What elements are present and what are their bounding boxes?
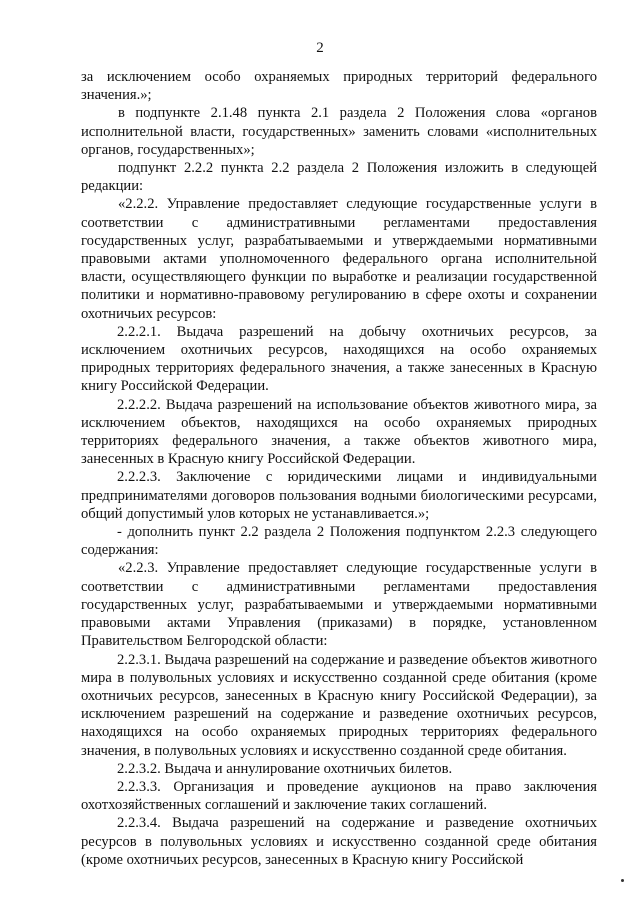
paragraph: 2.2.3.4. Выдача разрешений на содержание и разведение охотничьих ресурсов в полувольных условиях и искусственно созданной среде обитания (кроме охотничьих ресурсов, занесенных в Красную книгу Российской (81, 815, 597, 868)
document-body (81, 68, 597, 869)
paragraph: 2.2.2.2. Выдача разрешений на использование объектов животного мира, за исключением объектов, находящихся на особо охраняемых природных территориях федерального значения, а также объектов животного мира, занесенных в Красную книгу Российской Федерации. (81, 396, 597, 468)
paragraph: - дополнить пункт 2.2 раздела 2 Положения подпунктом 2.2.3 следующего содержания: (81, 524, 597, 559)
paragraph: подпункт 2.2.2 пункта 2.2 раздела 2 Положения изложить в следующей редакции: (81, 160, 597, 195)
paragraph: 2.2.2.3. Заключение с юридическими лицами и индивидуальными предпринимателями договоров пользования водными биологическими ресурсами, общий допустимый улов которых не устанавливается.»; (81, 469, 597, 522)
paragraph: 2.2.3.2. Выдача и аннулирование охотничьих билетов. (117, 760, 453, 777)
paragraph: 2.2.3.1. Выдача разрешений на содержание и разведение объектов животного мира в полувольных условиях и искусственно созданной среде обитания (кроме охотничьих ресурсов, занесенных в Красную книгу Российской Федерации), за исключением разрешений на содержание и разведение охотничьих ресурсов, находящихся на особо охраняемых природных территориях федерального значения, в полувольных условиях и искусственно созданной среде обитания. (81, 651, 597, 759)
paragraph: «2.2.2. Управление предоставляет следующие государственные услуги в соответствии с административными регламентами предоставления государственных услуг, разрабатываемыми и утверждаемыми нормативными правовыми актами уполномоченного федерального органа исполнительной власти, осуществляющего функции по выработке и реализации государственной политики и нормативно-правовому регулированию в сфере охоты и сохранении охотничьих ресурсов: (81, 196, 597, 322)
paragraph: 2.2.3.3. Организация и проведение аукционов на право заключения охотхозяйственных соглашений и заключение таких соглашений. (81, 778, 597, 814)
scan-speck (621, 879, 624, 882)
paragraph: в подпункте 2.1.48 пункта 2.1 раздела 2 Положения слова «органов исполнительной власти, государственных» заменить словами «исполнительных органов, государственных»; (81, 105, 597, 158)
paragraph: «2.2.3. Управление предоставляет следующие государственные услуги в соответствии с административными регламентами предоставления государственных услуг, разрабатываемыми и утверждаемыми нормативными правовыми актами Управления (приказами) в порядке, установленном Правительством Белгородской области: (81, 560, 597, 650)
page-number: 2 (316, 40, 324, 56)
paragraph: 2.2.2.1. Выдача разрешений на добычу охотничьих ресурсов, за исключением охотничьих ресурсов, находящихся на особо охраняемых природных территориях федерального значения, а также занесенных в Красную книгу Российской Федерации. (81, 323, 597, 395)
paragraph: за исключением особо охраняемых природных территорий федерального значения.»; (81, 69, 597, 104)
